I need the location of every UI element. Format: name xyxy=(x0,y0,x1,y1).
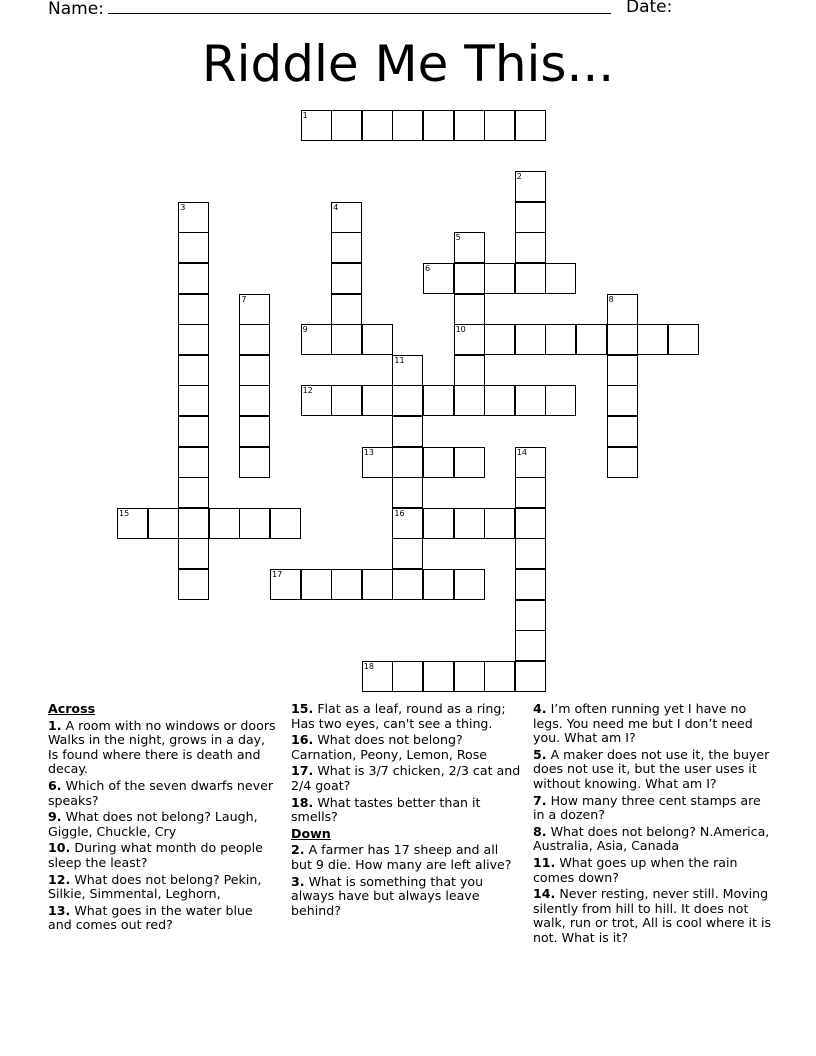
grid-cell[interactable] xyxy=(454,661,485,692)
clue-number: 1 xyxy=(302,111,308,120)
clue-number: 3 xyxy=(180,202,186,212)
clue-item-number: 2. xyxy=(291,842,305,858)
grid-cell[interactable] xyxy=(331,569,362,600)
clue-item xyxy=(533,887,773,945)
clue-item xyxy=(291,875,523,919)
clue-item-text: What goes in the water blue and comes out red? xyxy=(48,902,253,933)
clue-item-text: What does not belong? Pekin, Silkie, Simmental, Leghorn, xyxy=(48,871,262,902)
clue-number: 18 xyxy=(363,661,374,671)
clue-number: 2 xyxy=(516,172,522,182)
grid-cell[interactable] xyxy=(178,202,209,233)
clue-item-text: What does not belong? Laugh, Giggle, Chuckle, Cry xyxy=(48,809,258,839)
clues-column-2 xyxy=(291,702,523,920)
grid-cell[interactable] xyxy=(392,569,423,600)
clue-item-number: 5. xyxy=(533,746,547,762)
grid-cell[interactable] xyxy=(178,477,209,508)
grid-cell[interactable] xyxy=(454,110,485,141)
clue-item-text: How many three cent stamps are in a dozen? xyxy=(533,792,761,823)
grid-cell[interactable] xyxy=(331,232,362,263)
grid-cell[interactable] xyxy=(301,324,332,355)
clue-item xyxy=(48,719,276,777)
clue-item-text: A farmer has 17 sheep and all but 9 die. How many are left alive? xyxy=(291,842,512,872)
clue-number: 14 xyxy=(516,447,527,457)
grid-cell[interactable] xyxy=(607,324,638,355)
clue-item-text: A room with no windows or doors Walks in the night, grows in a day, Is found where there is death and decay. xyxy=(48,717,276,777)
grid-cell[interactable] xyxy=(392,110,423,141)
grid-cell[interactable] xyxy=(454,508,485,539)
clue-item-text: What is something that you always have but always leave behind? xyxy=(291,873,484,918)
grid-cell[interactable] xyxy=(362,110,393,141)
clue-item xyxy=(291,764,523,793)
clue-item xyxy=(291,702,523,731)
grid-cell[interactable] xyxy=(392,447,423,478)
grid-cell[interactable] xyxy=(117,508,148,539)
clue-item-number: 15. xyxy=(291,701,314,716)
grid-cell[interactable] xyxy=(362,324,393,355)
clue-item xyxy=(48,841,276,870)
grid-cell[interactable] xyxy=(178,447,209,478)
clue-section-heading: Across xyxy=(48,701,96,716)
date-label: Date: xyxy=(626,0,673,17)
clue-item-text: What is 3/7 chicken, 2/3 cat and 2/4 goat? xyxy=(291,763,521,793)
clue-number: 11 xyxy=(394,355,405,365)
grid-cell[interactable] xyxy=(637,324,668,355)
clue-item xyxy=(533,794,773,823)
grid-cell[interactable] xyxy=(392,385,423,416)
grid-cell[interactable] xyxy=(178,569,209,600)
grid-cell[interactable] xyxy=(454,263,485,294)
grid-cell[interactable] xyxy=(454,355,485,386)
clue-number: 13 xyxy=(363,447,374,457)
grid-cell[interactable] xyxy=(239,447,270,478)
grid-cell[interactable] xyxy=(454,385,485,416)
grid-cell[interactable] xyxy=(515,232,546,263)
grid-cell[interactable] xyxy=(607,385,638,416)
grid-cell[interactable] xyxy=(515,477,546,508)
clue-item-text: What does not belong? N.America, Australia, Asia, Canada xyxy=(533,823,770,854)
grid-cell[interactable] xyxy=(607,355,638,386)
grid-cell[interactable] xyxy=(148,508,179,539)
grid-cell[interactable] xyxy=(392,538,423,569)
clue-number: 4 xyxy=(333,202,339,212)
clue-item xyxy=(48,904,276,933)
grid-cell[interactable] xyxy=(454,294,485,325)
clue-item-text: A maker does not use it, the buyer does not use it, but the user uses it without knowing. What am I? xyxy=(533,746,770,791)
clue-number: 17 xyxy=(272,570,283,579)
clue-item xyxy=(533,702,773,746)
grid-cell[interactable] xyxy=(362,569,393,600)
clue-item-number: 11. xyxy=(533,854,556,870)
clue-item-number: 17. xyxy=(291,763,314,779)
clue-item xyxy=(291,733,523,762)
clue-item-number: 13. xyxy=(48,902,71,918)
clue-number: 7 xyxy=(241,294,247,304)
grid-cell[interactable] xyxy=(515,263,546,294)
grid-cell[interactable] xyxy=(454,324,485,355)
grid-cell[interactable] xyxy=(545,385,576,416)
grid-cell[interactable] xyxy=(423,508,454,539)
clue-number: 15 xyxy=(119,508,130,518)
grid-cell[interactable] xyxy=(178,508,209,539)
clue-item-text: Flat as a leaf, round as a ring; Has two eyes, can't see a thing. xyxy=(291,701,506,731)
clue-section-heading: Down xyxy=(291,825,331,841)
clue-number: 10 xyxy=(455,325,466,335)
clue-item-number: 16. xyxy=(291,732,314,748)
clue-item-text: During what month do people sleep the least? xyxy=(48,840,263,870)
grid-cell[interactable] xyxy=(423,263,454,294)
grid-cell[interactable] xyxy=(515,661,546,692)
grid-cell[interactable] xyxy=(484,508,515,539)
grid-cell[interactable] xyxy=(576,324,607,355)
clue-item-number: 9. xyxy=(48,809,62,825)
clue-item xyxy=(533,856,773,885)
grid-cell[interactable] xyxy=(515,508,546,539)
clue-item xyxy=(48,810,276,839)
clues-column-1 xyxy=(48,702,276,935)
grid-cell[interactable] xyxy=(423,447,454,478)
grid-cell[interactable] xyxy=(515,324,546,355)
clue-item-text: I’m often running yet I have no legs. You need me but I don’t need you. What am I? xyxy=(533,701,753,746)
grid-cell[interactable] xyxy=(423,569,454,600)
grid-cell[interactable] xyxy=(607,416,638,447)
clue-item xyxy=(533,825,773,854)
grid-cell[interactable] xyxy=(178,385,209,416)
grid-cell[interactable] xyxy=(392,477,423,508)
grid-cell[interactable] xyxy=(545,324,576,355)
grid-cell[interactable] xyxy=(392,416,423,447)
grid-cell[interactable] xyxy=(484,661,515,692)
grid-cell[interactable] xyxy=(515,110,546,141)
grid-cell[interactable] xyxy=(270,569,301,600)
grid-cell[interactable] xyxy=(515,385,546,416)
grid-cell[interactable] xyxy=(178,232,209,263)
grid-cell[interactable] xyxy=(484,110,515,141)
clue-item-number: 3. xyxy=(291,873,305,889)
clue-item-number: 8. xyxy=(533,823,547,839)
grid-cell[interactable] xyxy=(331,202,362,233)
grid-cell[interactable] xyxy=(515,538,546,569)
grid-cell[interactable] xyxy=(331,110,362,141)
grid-cell[interactable] xyxy=(515,171,546,202)
clue-item-text: Which of the seven dwarfs never speaks? xyxy=(48,777,274,808)
grid-cell[interactable] xyxy=(607,447,638,478)
grid-cell[interactable] xyxy=(515,600,546,631)
clue-item-number: 1. xyxy=(48,717,62,733)
grid-cell[interactable] xyxy=(423,110,454,141)
clue-item-number: 7. xyxy=(533,792,547,808)
grid-cell[interactable] xyxy=(362,661,393,692)
page-title: Riddle Me This... xyxy=(201,35,615,93)
grid-cell[interactable] xyxy=(454,447,485,478)
clue-item-number: 4. xyxy=(533,701,547,716)
grid-cell[interactable] xyxy=(239,294,270,325)
grid-cell[interactable] xyxy=(239,508,270,539)
clue-item-number: 6. xyxy=(48,777,62,793)
grid-cell[interactable] xyxy=(423,385,454,416)
grid-cell[interactable] xyxy=(392,661,423,692)
grid-cell[interactable] xyxy=(178,324,209,355)
grid-cell[interactable] xyxy=(301,385,332,416)
grid-cell[interactable] xyxy=(239,385,270,416)
clue-item-number: 10. xyxy=(48,840,71,856)
grid-cell[interactable] xyxy=(668,324,699,355)
clue-number: 8 xyxy=(608,294,614,304)
grid-cell[interactable] xyxy=(178,294,209,325)
clue-item-text: What goes up when the rain comes down? xyxy=(533,854,738,885)
clue-item xyxy=(291,843,523,872)
grid-cell[interactable] xyxy=(392,508,423,539)
grid-cell[interactable] xyxy=(331,263,362,294)
clue-item-number: 18. xyxy=(291,794,314,810)
clue-number: 6 xyxy=(425,264,431,273)
clue-item-number: 14. xyxy=(533,886,556,902)
grid-cell[interactable] xyxy=(301,110,332,141)
grid-cell[interactable] xyxy=(209,508,240,539)
name-label: Name: xyxy=(48,0,104,19)
grid-cell[interactable] xyxy=(484,324,515,355)
grid-cell[interactable] xyxy=(392,355,423,386)
grid-cell[interactable] xyxy=(515,569,546,600)
grid-cell[interactable] xyxy=(301,569,332,600)
grid-cell[interactable] xyxy=(331,294,362,325)
grid-cell[interactable] xyxy=(178,538,209,569)
clue-number: 12 xyxy=(302,386,313,396)
grid-cell[interactable] xyxy=(607,294,638,325)
grid-cell[interactable] xyxy=(362,447,393,478)
grid-cell[interactable] xyxy=(454,232,485,263)
clue-item-text: Never resting, never still. Moving silently from hill to hill. It does not walk, run or trot, All is cool where it is not. What is it? xyxy=(533,886,772,945)
clue-item xyxy=(533,748,773,792)
grid-cell[interactable] xyxy=(331,324,362,355)
clue-item-text: What does not belong? Carnation, Peony, Lemon, Rose xyxy=(291,732,488,762)
grid-cell[interactable] xyxy=(270,508,301,539)
grid-cell[interactable] xyxy=(178,416,209,447)
grid-cell[interactable] xyxy=(545,263,576,294)
grid-cell[interactable] xyxy=(484,385,515,416)
grid-cell[interactable] xyxy=(178,263,209,294)
clue-item xyxy=(48,779,276,808)
grid-cell[interactable] xyxy=(362,385,393,416)
grid-cell[interactable] xyxy=(515,630,546,661)
grid-cell[interactable] xyxy=(515,202,546,233)
grid-cell[interactable] xyxy=(239,324,270,355)
clue-item-number: 12. xyxy=(48,871,71,887)
grid-cell[interactable] xyxy=(178,355,209,386)
grid-cell[interactable] xyxy=(423,661,454,692)
clue-item xyxy=(291,796,523,825)
grid-cell[interactable] xyxy=(515,447,546,478)
clues-column-3 xyxy=(533,702,773,948)
grid-cell[interactable] xyxy=(454,569,485,600)
clue-number: 16 xyxy=(394,508,405,518)
clue-item xyxy=(48,873,276,902)
grid-cell[interactable] xyxy=(239,355,270,386)
grid-cell[interactable] xyxy=(331,385,362,416)
grid-cell[interactable] xyxy=(239,416,270,447)
clue-item-text: What tastes better than it smells? xyxy=(291,794,481,825)
grid-cell[interactable] xyxy=(484,263,515,294)
clue-number: 5 xyxy=(455,233,461,243)
clue-number: 9 xyxy=(302,325,308,335)
